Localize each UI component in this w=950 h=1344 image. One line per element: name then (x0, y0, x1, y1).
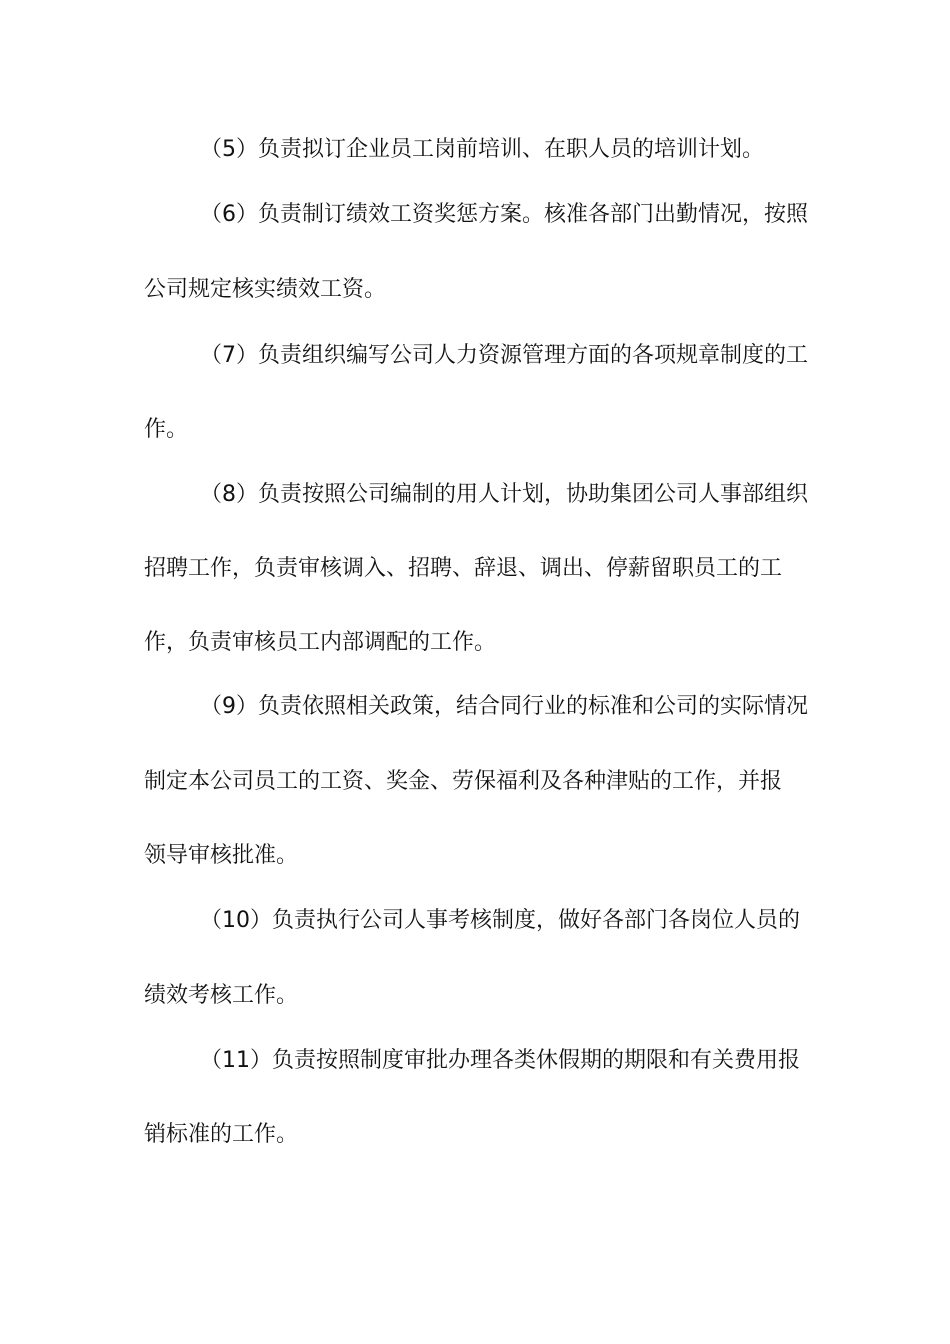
item-9-line-1: （9）负责依照相关政策，结合同行业的标准和公司的实际情况 (200, 694, 808, 719)
item-10-line-2: 绩效考核工作。 (144, 983, 299, 1008)
item-6-line-2: 公司规定核实绩效工资。 (144, 277, 387, 302)
item-9-line-2: 制定本公司员工的工资、奖金、劳保福利及各种津贴的工作，并报 (144, 769, 783, 794)
item-8-line-3: 作，负责审核员工内部调配的工作。 (144, 630, 497, 655)
item-6-line-1: （6）负责制订绩效工资奖惩方案。核准各部门出勤情况，按照 (200, 202, 808, 227)
item-8-line-1: （8）负责按照公司编制的用人计划，协助集团公司人事部组织 (200, 482, 808, 507)
item-9-line-3: 领导审核批准。 (144, 843, 299, 868)
item-8-line-2: 招聘工作，负责审核调入、招聘、辞退、调出、停薪留职员工的工 (144, 556, 783, 581)
item-7-line-1: （7）负责组织编写公司人力资源管理方面的各项规章制度的工 (200, 343, 808, 368)
item-10-line-1: （10）负责执行公司人事考核制度，做好各部门各岗位人员的 (200, 908, 800, 933)
item-11-line-1: （11）负责按照制度审批办理各类休假期的期限和有关费用报 (200, 1048, 800, 1073)
item-5-line-1: （5）负责拟订企业员工岗前培训、在职人员的培训计划。 (200, 137, 764, 162)
item-11-line-2: 销标准的工作。 (144, 1122, 299, 1147)
item-7-line-2: 作。 (144, 417, 189, 442)
